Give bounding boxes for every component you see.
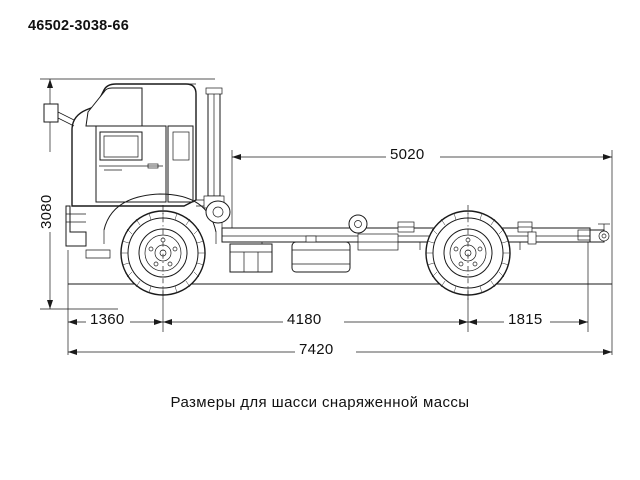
page-title: 46502-3038-66 — [28, 18, 129, 34]
dimension-label-overall-height: 3080 — [38, 191, 55, 232]
dimension-label-5020: 5020 — [386, 146, 429, 163]
dimension-label-overall-length: 7420 — [295, 341, 338, 358]
dimension-label-rear-overhang: 1815 — [504, 311, 547, 328]
drawing-caption: Размеры для шасси снаряженной массы — [170, 394, 470, 411]
exhaust-stack — [204, 88, 224, 208]
dimension-label-wheelbase: 4180 — [283, 311, 326, 328]
chassis-frame — [222, 224, 610, 252]
dimension-label-front-overhang: 1360 — [86, 311, 129, 328]
